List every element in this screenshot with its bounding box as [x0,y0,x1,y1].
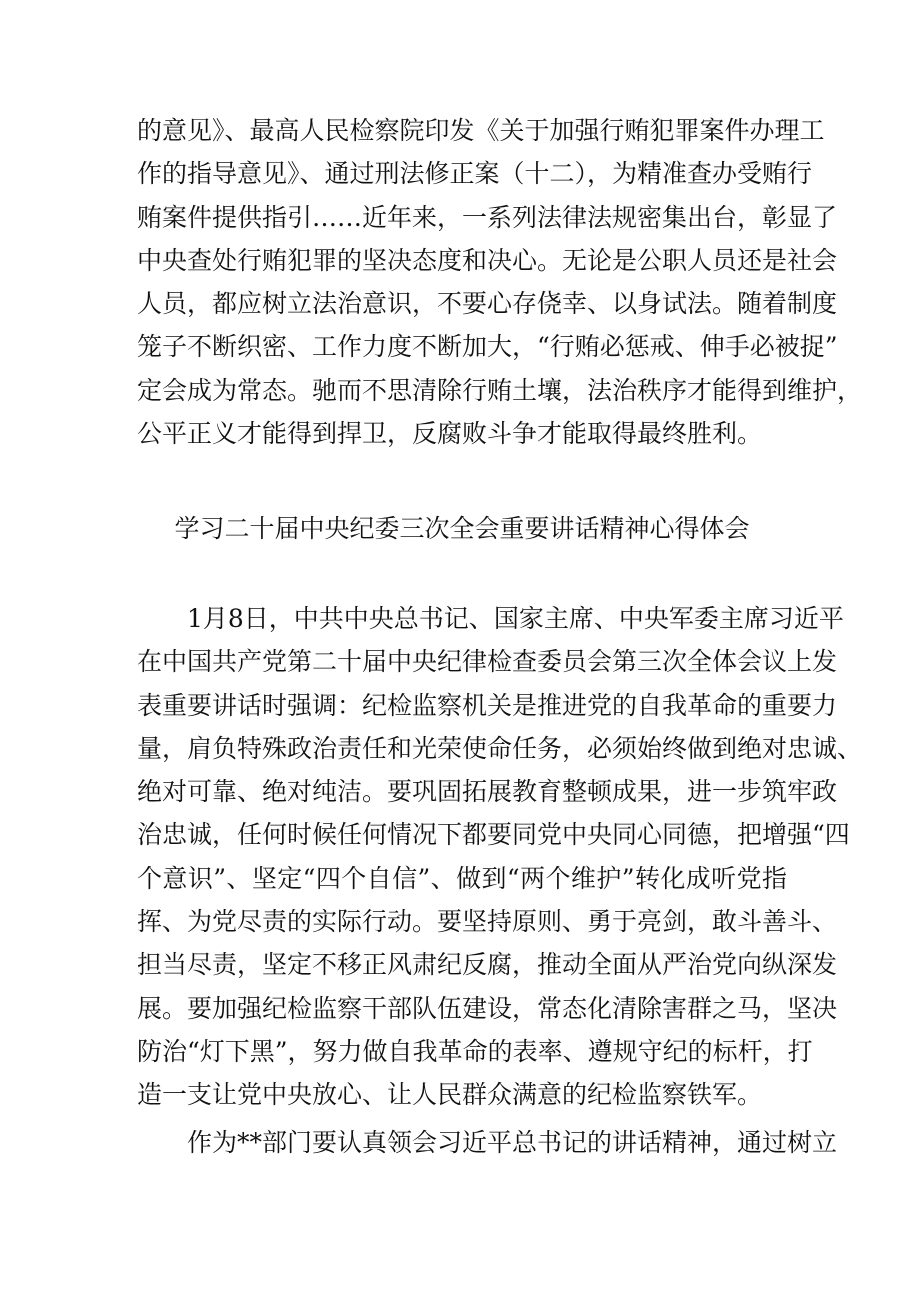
text-line: 挥、为党尽责的实际行动。要坚持原则、勇于亮剑，敢斗善斗、 [137,907,838,937]
paragraph-continued [137,109,863,455]
text-line: 展。要加强纪检监察干部队伍建设，常态化清除害群之马，坚决 [137,993,838,1023]
text-line: 作的指导意见》、通过刑法修正案（十二），为精准查办受贿行 [137,159,813,189]
text-line: 防治“灯下黑”，努力做自我革命的表率、遵规守纪的标杆，打 [137,1036,813,1066]
paragraph-2 [137,1121,838,1164]
text-line: 中央查处行贿犯罪的坚决态度和决心。无论是公职人员还是社会 [137,245,838,275]
text-line: 个意识”、坚定“四个自信”、做到“两个维护”转化成听党指 [137,863,787,893]
text-line: 在中国共产党第二十届中央纪律检查委员会第三次全体会议上发 [137,647,838,677]
text-line: 贿案件提供指引……近年来，一系列法律法规密集出台，彰显了 [137,202,838,232]
text-line: 作为**部门要认真领会习近平总书记的讲话精神，通过树立 [187,1128,838,1157]
text-line: 定会成为常态。驰而不思清除行贿土壤，法治秩序才能得到维护， [137,375,863,405]
paragraph-1 [137,597,863,1117]
text-line: 绝对可靠、绝对纯洁。要巩固拓展教育整顿成果，进一步筑牢政 [137,777,838,807]
text-line: 笼子不断织密、工作力度不断加大，“行贿必惩戒、伸手必被捉” [137,332,838,362]
text-line: 人员，都应树立法治意识，不要心存侥幸、以身试法。随着制度 [137,289,838,319]
text-line: 担当尽责，坚定不移正风肃纪反腐，推动全面从严治党向纵深发 [137,950,838,980]
text-line: 的意见》、最高人民检察院印发《关于加强行贿犯罪案件办理工 [137,116,825,145]
text-line: 量，肩负特殊政治责任和光荣使命任务，必须始终做到绝对忠诚、 [137,733,863,763]
text-line: 治忠诚，任何时候任何情况下都要同党中央同心同德，把增强“四 [137,820,850,850]
text-line: 公平正义才能得到捍卫，反腐败斗争才能取得最终胜利。 [137,419,763,449]
text-line: 造一支让党中央放心、让人民群众满意的纪检监察铁军。 [137,1080,763,1110]
text-line: 1月8日，中共中央总书记、国家主席、中央军委主席习近平 [187,604,844,633]
section-title: 学习二十届中央纪委三次全会重要讲话精神心得体会 [174,514,750,543]
text-line: 表重要讲话时强调：纪检监察机关是推进党的自我革命的重要力 [137,690,838,720]
